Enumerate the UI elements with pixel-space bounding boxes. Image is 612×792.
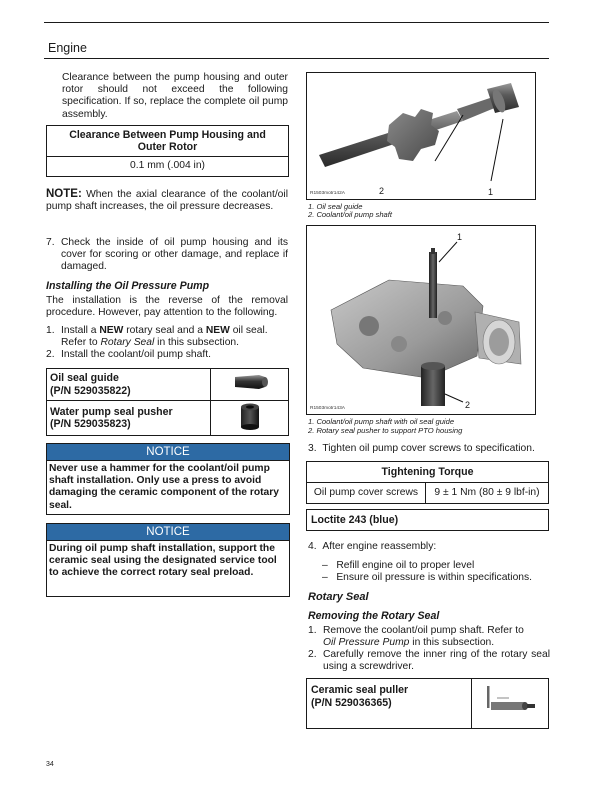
figure-shaft-guide — [306, 72, 536, 200]
section-title: Engine — [48, 41, 87, 55]
torque-table-title: Tightening Torque — [307, 462, 549, 483]
note — [46, 188, 288, 213]
loctite-label: Loctite 243 (blue) — [307, 510, 549, 531]
callout-2: 2 — [379, 186, 385, 196]
page-number: 34 — [46, 761, 54, 768]
shaft-illustration — [307, 73, 535, 199]
step-3: 3. Tighten oil pump cover screws to specification. — [308, 443, 535, 454]
top-rule — [44, 22, 549, 23]
callout-1: 1 — [488, 187, 494, 197]
install-intro: The installation is the reverse of the removal procedure. However, pay attention to the following. — [46, 295, 288, 319]
housing-illustration — [307, 226, 535, 414]
loctite-table — [306, 509, 549, 531]
notice-preload — [46, 523, 290, 597]
figure-caption-2: 2. Rotary seal pusher to support PTO housing — [308, 426, 463, 435]
clearance-table — [46, 125, 289, 177]
oil-seal-guide-image — [211, 369, 289, 401]
torque-value: 9 ± 1 Nm (80 ± 9 lbf-in) — [426, 483, 549, 504]
notice-text: Never use a hammer for the coolant/oil pump shaft installation. Only use a press to avoid damaging the ceramic component of the rotary seal. — [49, 463, 280, 511]
clearance-table-value: 0.1 mm (.004 in) — [47, 157, 289, 177]
intro-paragraph: Clearance between the pump housing and outer rotor should not exceed the following specification. If so, replace the complete oil pump assembly. — [62, 72, 288, 120]
header-rule — [44, 58, 549, 59]
step-4: 4. After engine reassembly: — [308, 541, 437, 552]
clearance-table-title: Clearance Between Pump Housing and Outer Rotor — [47, 126, 289, 157]
step-4-dash-2: – Ensure oil pressure is within specifications. — [322, 572, 533, 583]
tool-ceramic-seal-puller: Ceramic seal puller (P/N 529036365) — [307, 679, 472, 729]
callout-1: 1 — [457, 232, 463, 242]
note-text: When the axial clearance of the coolant/oil pump shaft increases, the oil pressure decreases. — [46, 189, 288, 213]
figure-ref: R1503motr143A — [310, 406, 345, 411]
notice-hammer — [46, 443, 290, 515]
install-heading: Installing the Oil Pressure Pump — [46, 280, 210, 292]
figure-housing — [306, 225, 536, 415]
notice-text: During oil pump shaft installation, support the ceramic seal using the designated service tool to achieve the correct rotary seal preload. — [49, 543, 277, 579]
note-label: NOTE: — [46, 188, 82, 200]
rotary-subheading: Removing the Rotary Seal — [308, 610, 440, 622]
figure-caption-1: 1. Coolant/oil pump shaft with oil seal guide — [308, 417, 455, 426]
figure-caption-1: 1. Oil seal guide — [308, 202, 363, 211]
tools-table — [46, 368, 289, 436]
rotary-heading: Rotary Seal — [308, 591, 369, 603]
notice-heading: NOTICE — [47, 444, 289, 461]
callout-2: 2 — [465, 400, 471, 410]
tool-water-pump-seal-pusher: Water pump seal pusher (P/N 529035823) — [47, 401, 211, 436]
tool-oil-seal-guide: Oil seal guide (P/N 529035822) — [47, 369, 211, 401]
figure-caption-2: 2. Coolant/oil pump shaft — [308, 210, 393, 219]
seal-pusher-image — [211, 401, 289, 436]
torque-table — [306, 461, 549, 504]
step-4-dash-1: – Refill engine oil to proper level — [322, 560, 475, 571]
figure-ref: R1503motr142A — [310, 191, 345, 196]
seal-puller-image — [472, 679, 549, 729]
notice-heading: NOTICE — [47, 524, 289, 541]
puller-table — [306, 678, 549, 729]
torque-item: Oil pump cover screws — [307, 483, 426, 504]
